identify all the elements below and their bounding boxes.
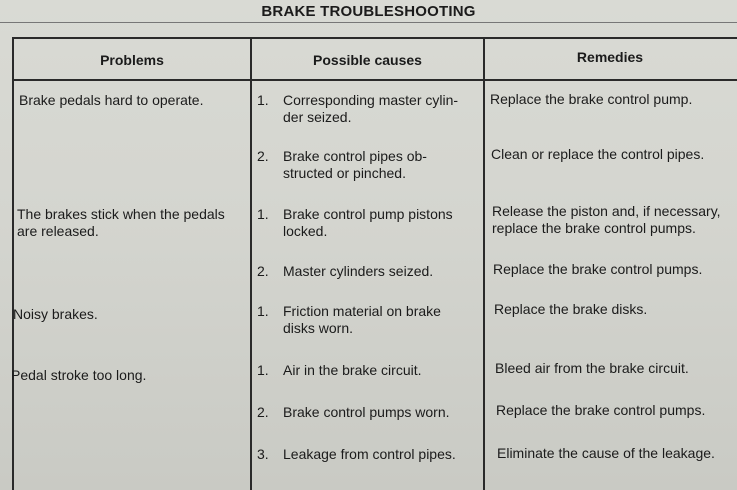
cause-line: structed or pinched. (283, 165, 406, 181)
column-divider-1 (250, 37, 252, 490)
remedy-cell: Bleed air from the brake circuit. (495, 360, 689, 376)
header-possible-causes: Possible causes (313, 52, 422, 68)
cause-line: Corresponding master cylin- (283, 92, 459, 108)
remedy-line: replace the brake control pumps. (492, 220, 696, 236)
cause-number: 1. (257, 92, 269, 108)
cause-line: locked. (283, 223, 328, 239)
cause-cell: Brake control pumps worn. (283, 404, 450, 420)
title-rule (0, 22, 737, 23)
table-top-border (12, 37, 737, 39)
remedy-line: Release the piston and, if necessary, (492, 203, 721, 219)
cause-number: 1. (257, 362, 269, 378)
problem-cell: Brake pedals hard to operate. (19, 92, 204, 108)
header-remedies: Remedies (576, 49, 644, 65)
remedy-cell: Replace the brake control pump. (490, 91, 693, 107)
cause-number: 2. (257, 404, 269, 420)
cause-number: 1. (257, 303, 269, 319)
problem-cell: Pedal stroke too long. (11, 367, 147, 383)
cause-line: disks worn. (283, 320, 354, 336)
cause-line: Friction material on brake (283, 303, 441, 319)
cause-line: Brake control pump pistons (283, 206, 453, 222)
cause-cell: Leakage from control pipes. (283, 446, 456, 462)
cause-cell: Air in the brake circuit. (283, 362, 422, 378)
remedy-cell: Eliminate the cause of the leakage. (497, 445, 715, 461)
cause-number: 3. (257, 446, 269, 462)
cause-line: der seized. (283, 109, 352, 125)
problem-cell: Noisy brakes. (13, 306, 98, 322)
problem-line: The brakes stick when the pedals (17, 206, 225, 222)
remedy-cell: Clean or replace the control pipes. (491, 146, 705, 162)
cause-number: 1. (257, 206, 269, 222)
cause-number: 2. (257, 148, 269, 164)
table-left-border (12, 37, 14, 490)
header-bottom-border (12, 79, 737, 81)
cause-cell: Master cylinders seized. (283, 263, 434, 279)
remedy-cell: Replace the brake control pumps. (496, 402, 706, 418)
column-divider-2 (483, 37, 485, 490)
cause-number: 2. (257, 263, 269, 279)
problem-line: are released. (17, 223, 99, 239)
remedy-cell: Replace the brake disks. (494, 301, 648, 317)
page-title: BRAKE TROUBLESHOOTING (261, 3, 476, 20)
header-problems: Problems (100, 52, 164, 68)
cause-line: Brake control pipes ob- (283, 148, 427, 164)
remedy-cell: Replace the brake control pumps. (493, 261, 703, 277)
